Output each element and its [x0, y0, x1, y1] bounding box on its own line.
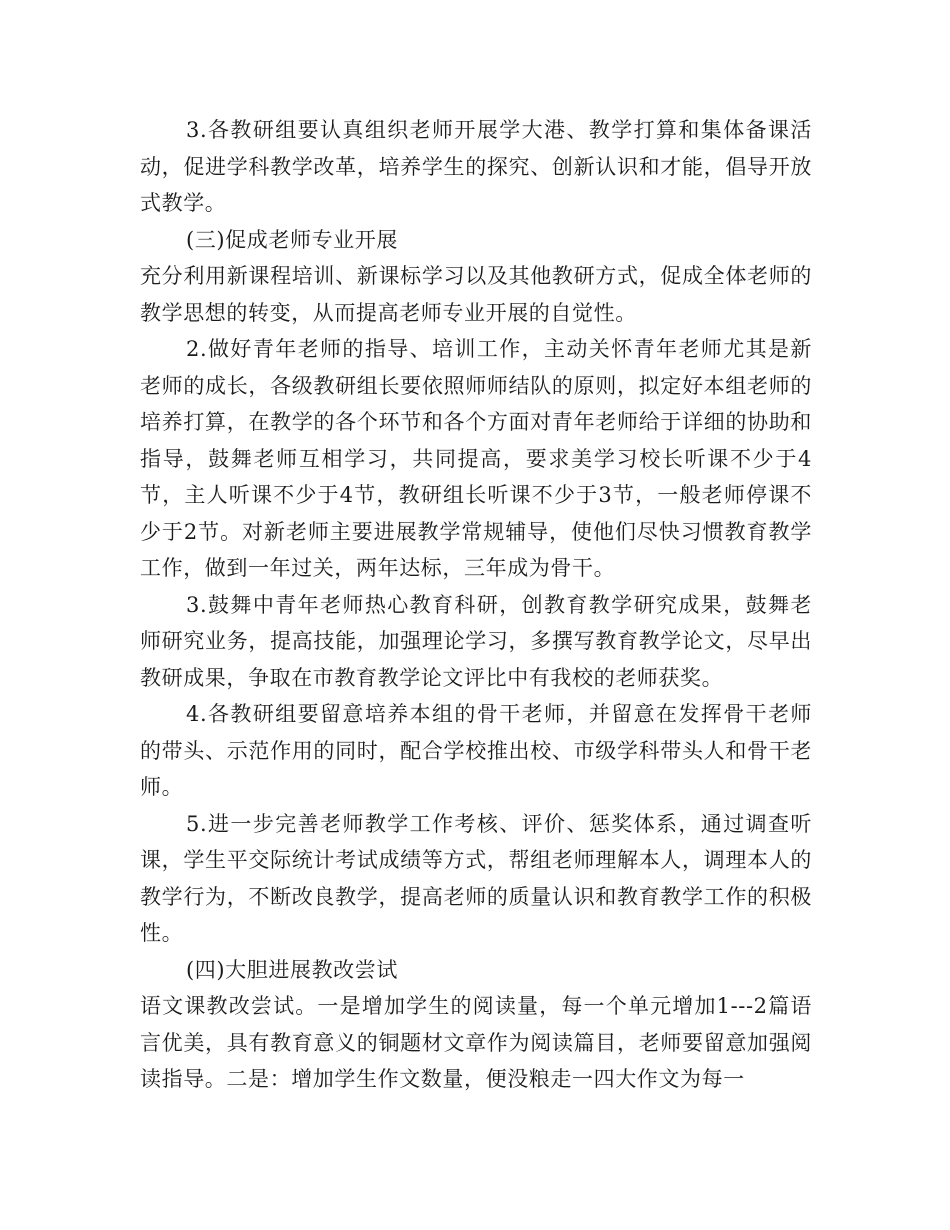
- section-heading-reform-trials: (四)大胆进展教改尝试: [186, 957, 398, 982]
- document-page: [140, 112, 812, 1098]
- section-heading-teacher-development: (三)促成老师专业开展: [186, 227, 398, 252]
- paragraph-evaluation-system: 5.进一步完善老师教学工作考核、评价、惩奖体系，通过调查听课，学生平交际统计考试成绩等方式，帮组老师理解本人，调理本人的教学行为，不断改良教学，提高老师的质量认识和教育教学工作的积极性。: [140, 811, 812, 945]
- paragraph-backbone-teachers: 4.各教研组要留意培养本组的骨干老师，并留意在发挥骨干老师的带头、示范作用的同时，配合学校推出校、市级学科带头人和骨干老师。: [140, 702, 812, 799]
- paragraph-chinese-reform: 语文课教改尝试。一是增加学生的阅读量，每一个单元增加1---2篇语言优美，具有教育意义的铜题材文章作为阅读篇目，老师要留意加强阅读指导。二是：增加学生作文数量，便没粮走一四大作文为每一: [140, 994, 812, 1091]
- paragraph-lesson-prep: 3.各教研组要认真组织老师开展学大港、教学打算和集体备课活动，促进学科教学改革，培养学生的探究、创新认识和才能，倡导开放式教学。: [140, 118, 812, 215]
- paragraph-research-encouragement: 3.鼓舞中青年老师热心教育科研，创教育教学研究成果，鼓舞老师研究业务，提高技能，加强理论学习，多撰写教育教学论文，尽早出教研成果，争取在市教育教学论文评比中有我校的老师获奖。: [140, 592, 812, 690]
- paragraph-young-teachers: 2.做好青年老师的指导、培训工作，主动关怀青年老师尤其是新老师的成长，各级教研组长要依照师师结队的原则，拟定好本组老师的培养打算，在教学的各个环节和各个方面对青年老师给于详细的协助和指导，鼓舞老师互相学习，共同提高，要求美学习校长听课不少于4节，主人听课不少于4节，教研组长听课不少于3节，一般老师停课不少于2节。对新老师主要进展教学常规辅导，使他们尽快习惯教育教学工作，做到一年过关，两年达标，三年成为骨干。: [140, 337, 812, 580]
- paragraph-training-overview: 充分利用新课程培训、新课标学习以及其他教研方式，促成全体老师的教学思想的转变，从而提高老师专业开展的自觉性。: [140, 264, 812, 325]
